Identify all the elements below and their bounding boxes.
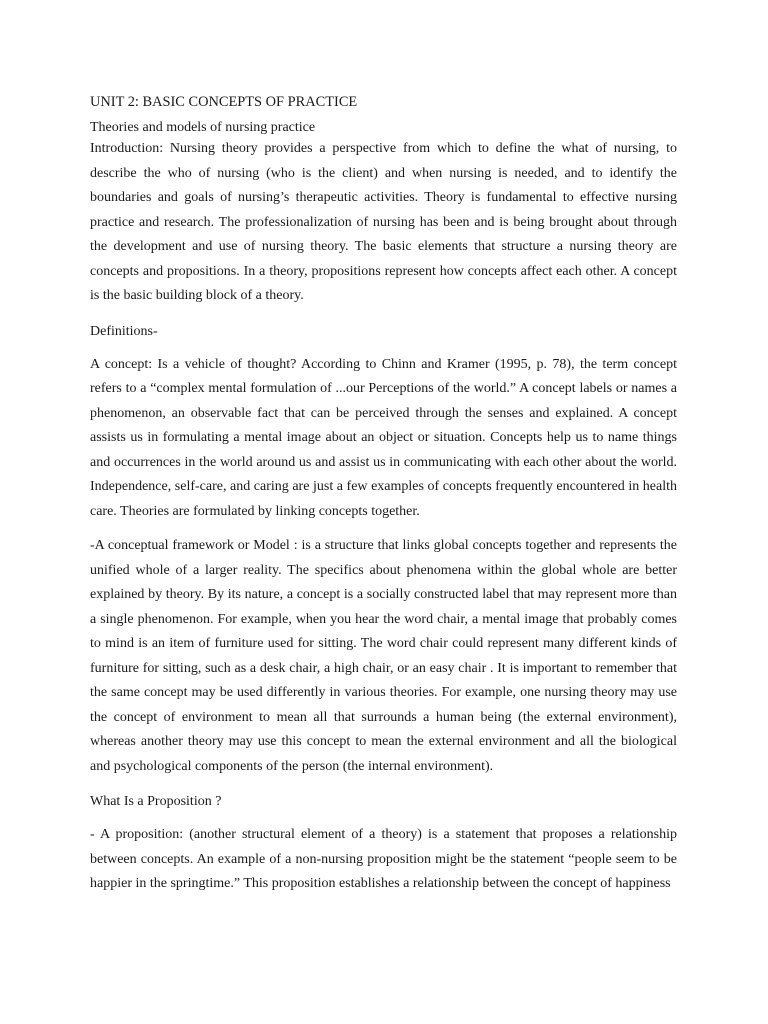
document-content: [90, 90, 677, 897]
section-subtitle: Theories and models of nursing practice: [90, 120, 316, 135]
proposition-definition-paragraph: - A proposition: (another structural element of a theory) is a statement that proposes a relationship between concepts. An example of a non-nursing proposition might be the statement “people seem to be happier in the springtime.” This proposition establishes a relationship between the concept of happiness: [90, 827, 677, 891]
proposition-heading: What Is a Proposition ?: [90, 794, 222, 809]
introduction-paragraph: Introduction: Nursing theory provides a perspective from which to define the what of nursing, to describe the who of nursing (who is the client) and when nursing is needed, and to identify the boundaries and goals of nursing’s therapeutic activities. Theory is fundamental to effective nursing practice and research. The professionalization of nursing has been and is being brought about through the development and use of nursing theory. The basic elements that structure a nursing theory are concepts and propositions. In a theory, propositions represent how concepts affect each other. A concept is the basic building block of a theory.: [90, 141, 677, 303]
definitions-heading: Definitions-: [90, 323, 158, 339]
framework-definition-paragraph: -A conceptual framework or Model : is a structure that links global concepts together and represents the unified whole of a larger reality. The specifics about phenomena within the global whole are better explained by theory. By its nature, a concept is a socially constructed label that may represent more than a single phenomenon. For example, when you hear the word chair, a mental image that probably comes to mind is an item of furniture used for sitting. The word chair could represent many different kinds of furniture for sitting, such as a desk chair, a high chair, or an easy chair . It is important to remember that the same concept may be used differently in various theories. For example, one nursing theory may use the concept of environment to mean all that surrounds a human being (the external environment), whereas another theory may use this concept to mean the external environment and all the biological and psychological components of the person (the internal environment).: [90, 538, 677, 774]
unit-title: UNIT 2: BASIC CONCEPTS OF PRACTICE: [90, 94, 358, 110]
concept-definition-paragraph: A concept: Is a vehicle of thought? According to Chinn and Kramer (1995, p. 78), the term concept refers to a “complex mental formulation of ...our Perceptions of the world.” A concept labels or names a phenomenon, an observable fact that can be perceived through the senses and explained. A concept assists us in formulating a mental image about an object or situation. Concepts help us to name things and occurrences in the world around us and assist us in communicating with each other about the world. Independence, self-care, and caring are just a few examples of concepts frequently encountered in health care. Theories are formulated by linking concepts together.: [90, 356, 677, 519]
